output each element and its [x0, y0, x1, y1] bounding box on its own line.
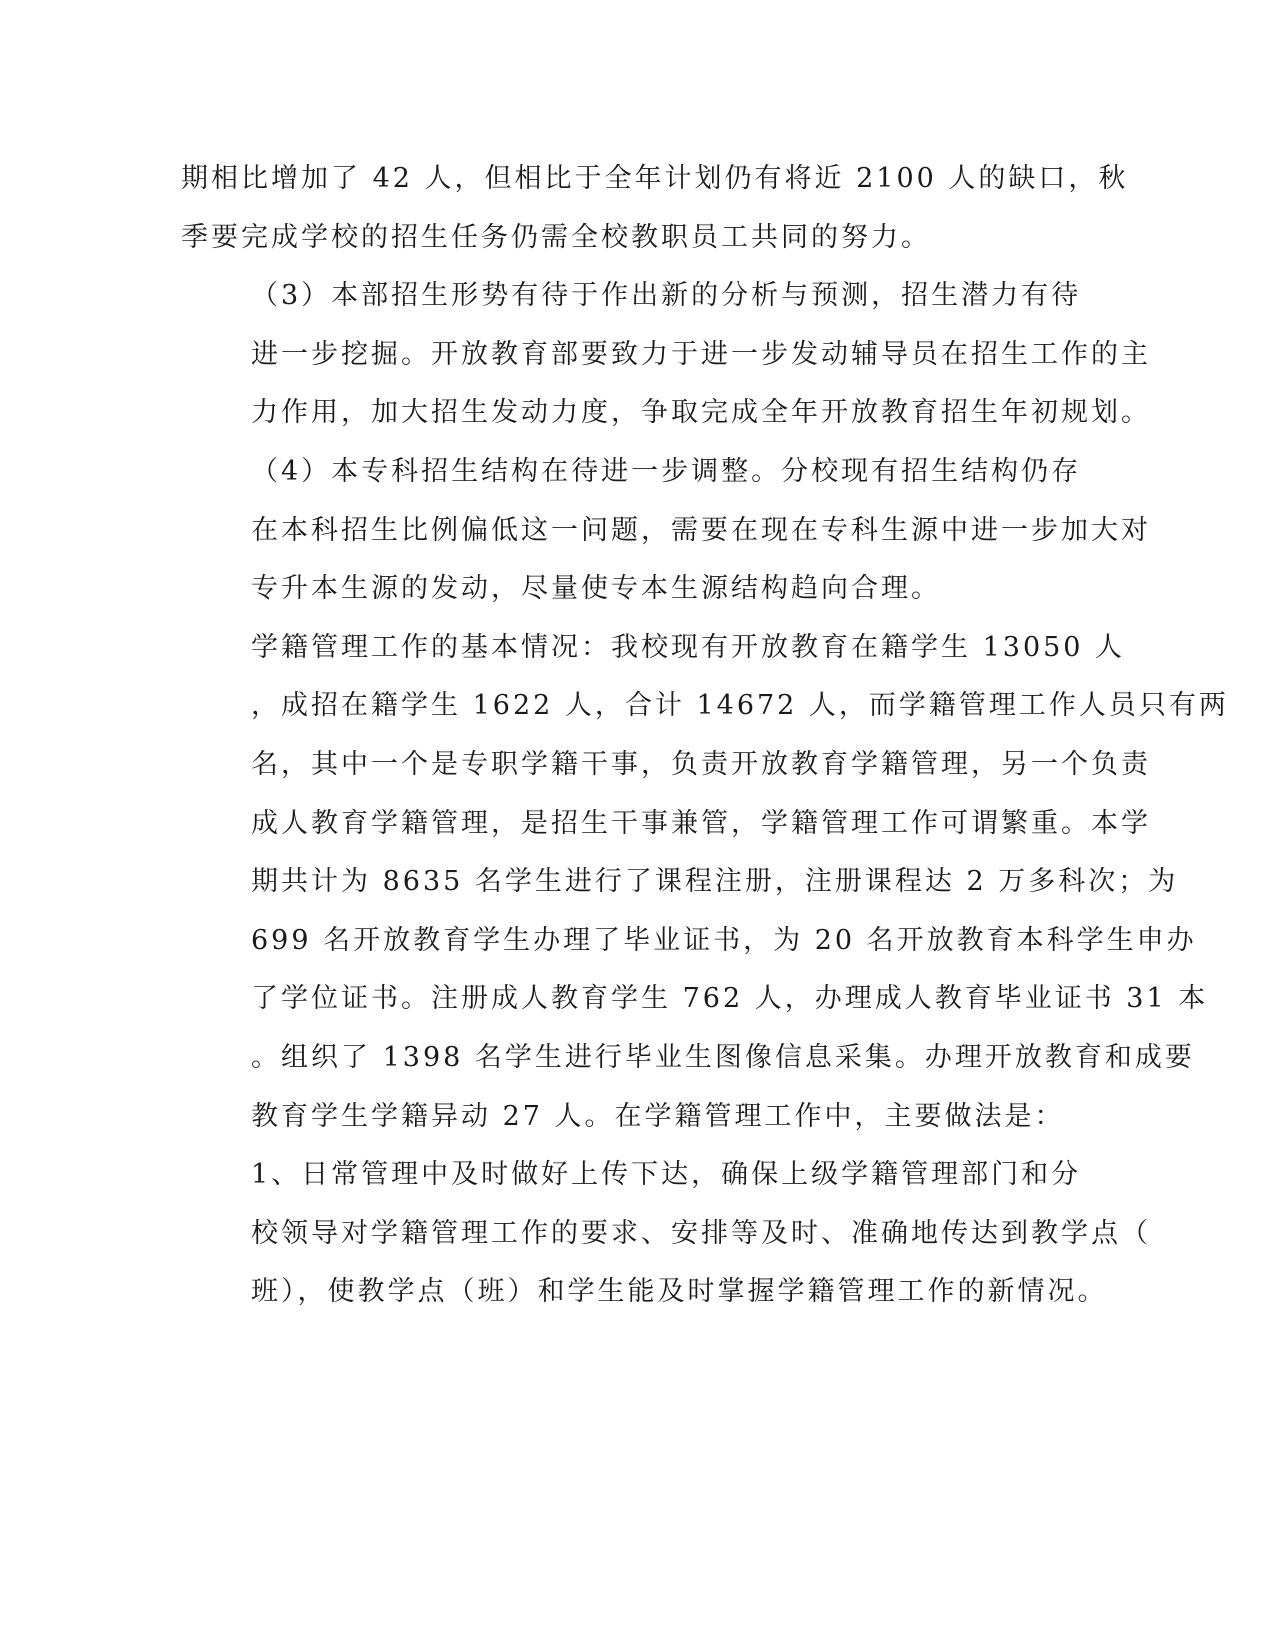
text-line: 成人教育学籍管理，是招生干事兼管，学籍管理工作可谓繁重。本学 [251, 807, 1151, 839]
text-line: 力作用，加大招生发动力度，争取完成全年开放教育招生年初规划。 [251, 397, 1151, 429]
paragraph-registry-overview [181, 619, 1229, 1146]
text-line: 学籍管理工作的基本情况：我校现有开放教育在籍学生 13050 人 [251, 631, 1126, 663]
text-line: 1、日常管理中及时做好上传下达，确保上级学籍管理部门和分 [251, 1159, 1082, 1191]
text-line: （4）本专科招生结构在待进一步调整。分校现有招生结构仍存 [251, 455, 1082, 487]
text-line: （3）本部招生形势有待于作出新的分析与预测，招生潜力有待 [251, 280, 1082, 312]
text-line: 699 名开放教育学生办理了毕业证书，为 20 名开放教育本科学生申办 [251, 924, 1197, 956]
paragraph-point-4 [181, 443, 1151, 619]
text-line: 专升本生源的发动，尽量使专本生源结构趋向合理。 [251, 573, 941, 605]
text-line: 期共计为 8635 名学生进行了课程注册，注册课程达 2 万多科次；为 [251, 866, 1179, 898]
text-line: 了学位证书。注册成人教育学生 762 人，办理成人教育毕业证书 31 本 [251, 983, 1209, 1015]
text-line: 班），使教学点（班）和学生能及时掌握学籍管理工作的新情况。 [251, 1276, 1108, 1308]
text-line: 。组织了 1398 名学生进行毕业生图像信息采集。办理开放教育和成要 [251, 1041, 1195, 1073]
document-body [181, 150, 1229, 1322]
text-line: 进一步挖掘。开放教育部要致力于进一步发动辅导员在招生工作的主 [251, 338, 1151, 370]
paragraph-practice-1 [181, 1146, 1151, 1322]
text-line: 季要完成学校的招生任务仍需全校教职员工共同的努力。 [181, 221, 931, 253]
text-line: 名，其中一个是专职学籍干事，负责开放教育学籍管理，另一个负责 [251, 748, 1151, 780]
paragraph-point-3 [181, 267, 1151, 443]
text-line: 在本科招生比例偏低这一问题，需要在现在专科生源中进一步加大对 [251, 514, 1151, 546]
text-line: 教育学生学籍异动 27 人。在学籍管理工作中，主要做法是： [251, 1100, 1065, 1132]
text-line: 期相比增加了 42 人，但相比于全年计划仍有将近 2100 人的缺口，秋 [181, 163, 1129, 194]
text-line: 校领导对学籍管理工作的要求、安排等及时、准确地传达到教学点（ [251, 1217, 1151, 1249]
text-line: ，成招在籍学生 1622 人，合计 14672 人，而学籍管理工作人员只有两 [251, 690, 1229, 722]
paragraph-enrollment-gap [181, 150, 1129, 267]
